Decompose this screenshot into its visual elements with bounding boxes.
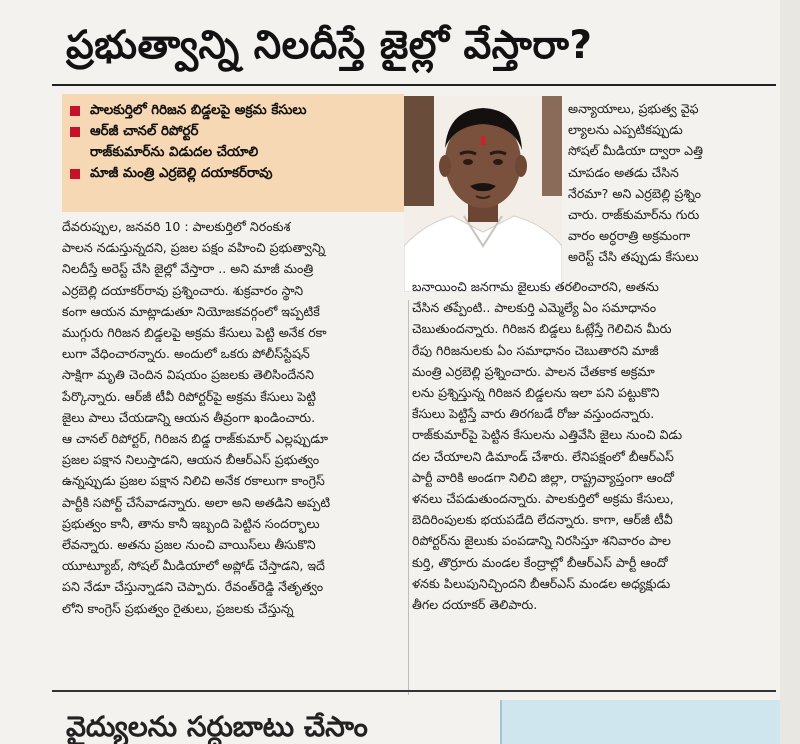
text-line: సాక్షిగా మృతి చెందిన విషయం ప్రజలకు తెలిసిందేనని <box>62 367 314 383</box>
text-line: చేసిన తప్పేంటి.. పాలకుర్తి ఎమ్మెల్యే ఏం సమాధానం <box>412 300 657 316</box>
page-edge <box>780 0 800 744</box>
text-line: నిలదీస్తే అరెస్ట్ చేసి జైల్లో వేస్తారా .. అని మాజీ మంత్రి <box>62 261 314 277</box>
article-column-right-top <box>568 98 770 268</box>
next-article-headline: వైద్యులను సర్దుబాటు చేసాం <box>66 710 368 743</box>
text-line: ప్రజల పక్షాన నిలుస్తాడని, ఆయన బీఆర్‌ఎస్ ప్రభుత్వం <box>62 452 320 468</box>
text-line: చారు. రాజ్‌కుమార్‌ను గురు <box>568 207 700 223</box>
highlight-item <box>68 142 398 163</box>
text-line: చెబుతుందన్నారు. గిరిజన బిడ్డలు ఓట్లేస్తే గెలిచిన మీరు <box>412 321 672 337</box>
headline-rule <box>52 84 776 86</box>
text-line: ల్యాలను ఎప్పటికప్పుడు <box>568 122 683 138</box>
text-line: మంత్రి ఎర్రబెల్లి ప్రశ్నించారు. పాలన చేతకాక అక్రమా <box>412 363 655 379</box>
column-divider <box>408 300 409 695</box>
highlights-box <box>62 94 404 212</box>
text-line: తీగల దయాకర్ తెలిపారు. <box>412 597 538 613</box>
text-line: పార్టీకి సపోర్ట్ చేసేవాడన్నారు. అలా అని అతడిని అప్పటి <box>62 494 331 510</box>
next-article-image <box>500 700 800 744</box>
text-line: రిపోర్టర్‌ను జైలుకు పంపడాన్ని నిరసిస్తూ శనివారం పాల <box>412 533 671 549</box>
text-line: ఉన్నప్పుడు ప్రజల పక్షాన నిలిచి అనేక రకాలుగా కాంగ్రెస్ <box>62 473 325 489</box>
text-line: ముగ్గురు గిరిజన బిడ్డలపై అక్రమ కేసులు పెట్టి అనేక రకా <box>62 325 327 341</box>
text-line: ఎర్రబెల్లి దయాకర్‌రావు ప్రశ్నించారు. శుక్రవారం స్థాని <box>62 282 304 298</box>
text-line: చూపడం అతడు చేసిన <box>568 164 679 180</box>
text-line: ళనకు పిలుపునిచ్చిందని బీఆర్‌ఎస్ మండల అధ్యక్షుడు <box>412 575 671 591</box>
text-line: లోని కాంగ్రెస్ ప్రభుత్వం రైతులు, ప్రజలకు చేస్తున్న <box>62 600 294 616</box>
text-line: దేవరుప్పుల, జనవరి 10 : పాలకుర్తిలో నిరంకుశ <box>62 219 291 234</box>
bullet-square-icon <box>70 106 80 116</box>
bullet-square-icon <box>70 169 80 179</box>
highlight-item <box>68 121 398 142</box>
text-line: పని నేడూ చేస్తున్నాడని చెప్పారు. రేవంత్‌రెడ్డి నేతృత్వం <box>62 579 324 595</box>
highlight-text: ఆర్‌జీ చానల్ రిపోర్టర్ <box>90 124 199 139</box>
text-line: కేసులు పెట్టిస్తే వారు తిరగబడే రోజు వస్తుందన్నారు. <box>412 406 655 422</box>
text-line: పాలన నడుస్తున్నదని, ప్రజల పక్షం వహించి ప్రభుత్వాన్ని <box>62 240 326 256</box>
text-line: సోషల్ మీడియా ద్వారా ఎత్తి <box>568 143 703 159</box>
text-line: అన్యాయాలు, ప్రభుత్వ వైఫ <box>568 101 699 116</box>
text-line: లేవన్నారు. అతను ప్రజల నుంచి వాయిస్‌లు తీసుకొని <box>62 537 316 553</box>
headline: ప్రభుత్వాన్ని నిలదీస్తే జైల్లో వేస్తారా? <box>66 23 593 68</box>
bottom-rule <box>52 690 776 692</box>
text-line: కంగా ఆయన మాట్లాడుతూ నియోజకవర్గంలో ఇప్పటికే <box>62 303 320 319</box>
article-column-left <box>62 216 404 619</box>
bullet-square-icon <box>70 127 80 137</box>
text-line: లుగా వేధించారన్నారు. అందులో ఒకరు పోలీస్‌స్టేషన్ <box>62 346 310 362</box>
text-line: రేపు గిరిజనులకు ఏం సమాధానం చెబుతారని మాజీ <box>412 342 659 358</box>
text-line: బెదిరింపులకు భయపడేది లేదన్నారు. కాగా, ఆర్‌జీ టీవీ <box>412 512 673 528</box>
highlight-text: మాజీ మంత్రి ఎర్రబెల్లి దయాకర్‌రావు <box>90 166 273 181</box>
portrait-illustration <box>404 96 562 292</box>
highlight-item <box>68 163 398 184</box>
text-line: బనాయించి జనగామ జైలుకు తరలించారని, అతను <box>412 279 659 294</box>
text-line: యూట్యూబ్, సోషల్ మీడియాలో అప్లోడ్ చేస్తాడని, ఇదే <box>62 558 325 574</box>
text-line: నేరమా? అని ఎర్రబెల్లి ప్రశ్నిం <box>568 185 702 201</box>
text-line: కుర్తి, తొర్రూరు మండల కేంద్రాల్లో బీఆర్‌ఎస్ పార్టీ ఆందో <box>412 554 668 570</box>
text-line: రాజ్‌కుమార్‌పై పెట్టిన కేసులను ఎత్తివేసి జైలు నుంచి విడు <box>412 427 683 443</box>
portrait-photo <box>404 96 562 292</box>
article-column-right-bottom <box>412 276 770 615</box>
highlight-text: పాలకుర్తిలో గిరిజన బిడ్డలపై అక్రమ కేసులు <box>90 103 307 118</box>
text-line: పార్టీ వారికి అండగా నిలిచి జిల్లా, రాష్ట్రవ్యాప్తంగా ఆందో <box>412 469 674 485</box>
text-line: లను ప్రశ్నిస్తున్న గిరిజన బిడ్డలను ఇలా పని పట్టుకొని <box>412 385 660 401</box>
news-article <box>52 0 776 744</box>
highlight-text: రాజ్‌కుమార్‌ను విడుదల చేయాలి <box>90 145 259 160</box>
text-line: ఆ చానల్ రిపోర్టర్, గిరిజన బిడ్డ రాజ్‌కుమార్ ఎల్లప్పుడూ <box>62 431 329 447</box>
text-line: దల చేయాలని డిమాండ్ చేశారు. లేనిపక్షంలో బీఆర్‌ఎస్ <box>412 448 674 464</box>
text-line: ప్రభుత్వం కానీ, తాను కానీ ఇబ్బంది పెట్టిన సందర్భాలు <box>62 515 320 531</box>
text-line: అరెస్ట్ చేసి తప్పుడు కేసులు <box>568 249 699 265</box>
text-line: వారం అర్ధరాత్రి అక్రమంగా <box>568 228 691 244</box>
text-line: పేర్కొన్నారు. ఆర్‌జీ టీవీ రిపోర్టర్‌పై అక్రమ కేసులు పెట్టి <box>62 388 316 404</box>
text-line: ళనలు చేపడుతుందన్నారు. పాలకుర్తిలో అక్రమ కేసులు, <box>412 491 674 507</box>
text-line: జైలు పాలు చేయడాన్ని ఆయన తీవ్రంగా ఖండించారు. <box>62 409 316 425</box>
highlight-item <box>68 100 398 121</box>
